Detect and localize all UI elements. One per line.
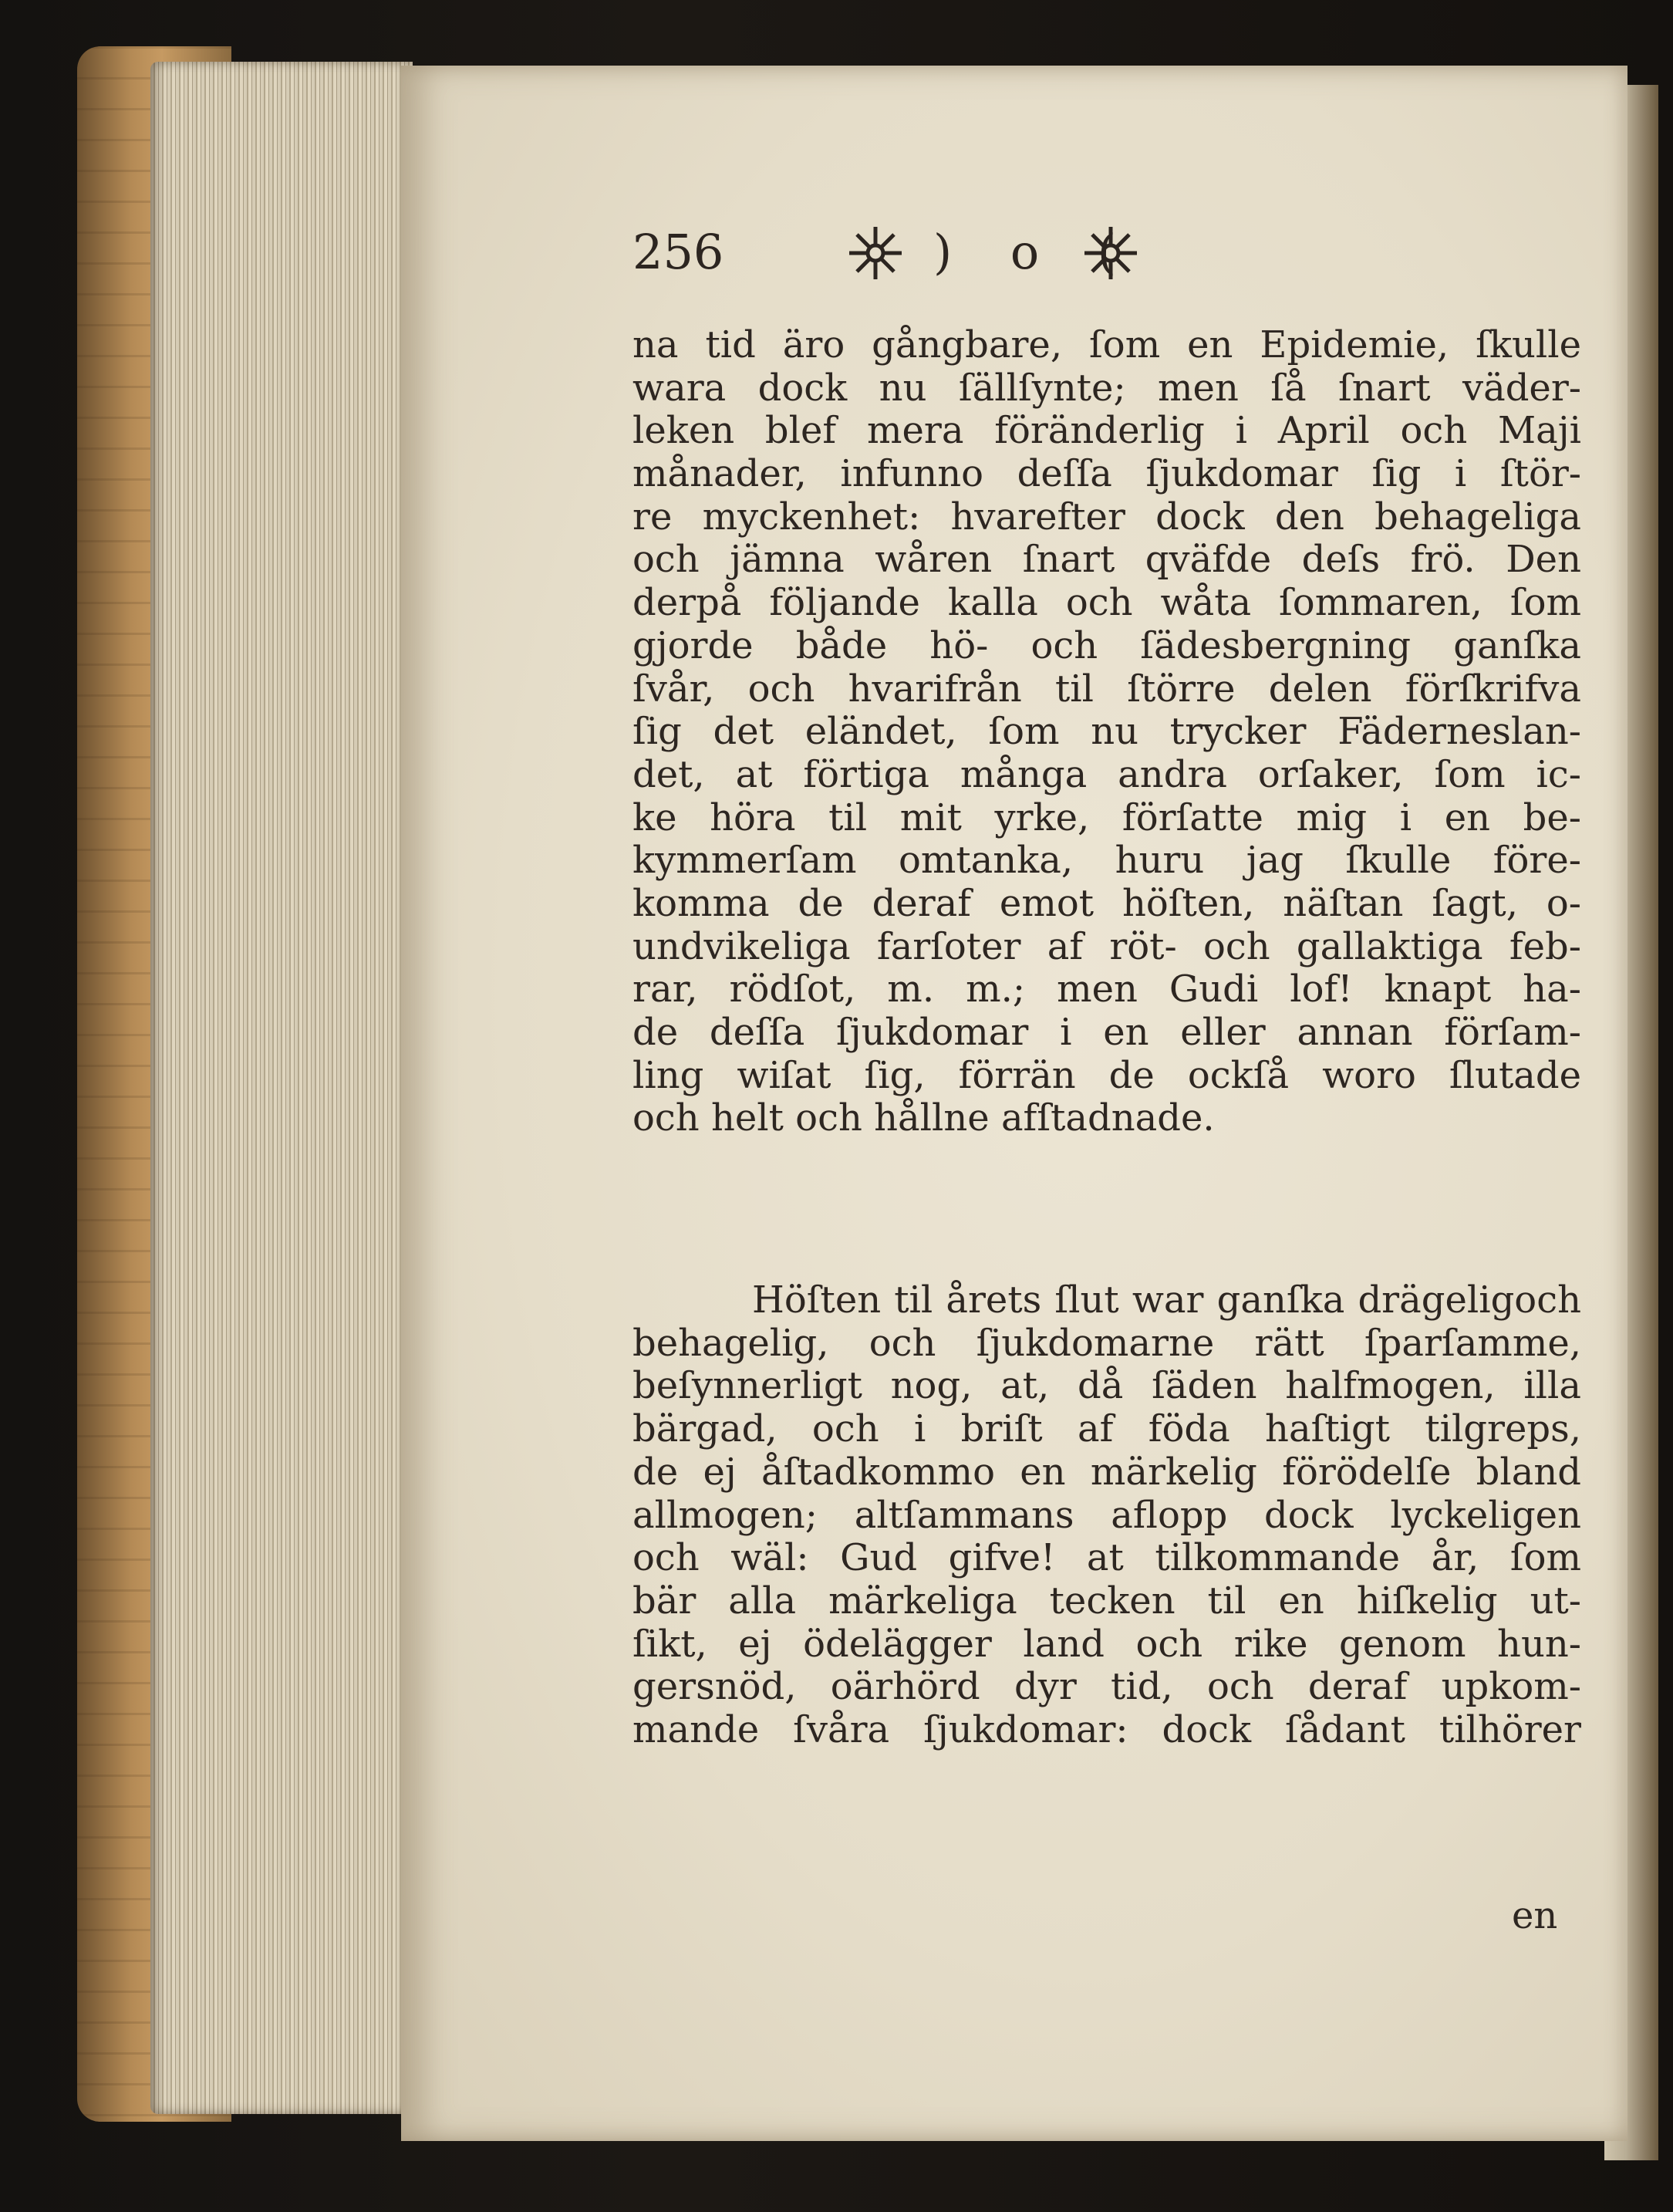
catchword: en [1512,1894,1558,1937]
text-line: de ej åſtadkommo en märkelig förödelſe bland [632,1450,1581,1494]
text-line: beſynnerligt nog, at, då ſäden halfmogen, illa [632,1364,1581,1408]
text-line: leken blef mera föränderlig i April och Maji [632,409,1581,453]
flower-ornament-icon [845,222,906,284]
text-line: mande ſvåra ſjukdomar: dock ſådant tilhörer [632,1707,1581,1751]
text-line: derpå följande kalla och wåta ſommaren, ſom [632,581,1581,625]
text-line: Höſten til årets ſlut war ganſka drägeligoch [752,1278,1581,1322]
text-line: allmogen; altſammans aflopp dock lyckeligen [632,1493,1581,1537]
text-line: ke höra til mit yrke, förſatte mig i en be- [632,795,1581,839]
page-edges [150,62,413,2114]
text-line: månader, infunno deſſa ſjukdomar ſig i ſtör- [632,452,1581,496]
text-line: bärgad, och i briſt af föda haſtigt tilgreps, [632,1407,1581,1451]
text-line: det, at förtiga många andra orſaker, ſom ic- [632,752,1581,796]
text-line: och jämna wåren ſnart qväfde deſs frö. Den [632,538,1581,582]
text-line: ſikt, ej ödelägger land och rike genom hun- [632,1622,1581,1666]
paragraph [632,324,1581,1140]
text-line: ſvår, och hvarifrån til ſtörre delen förſkrifva [632,667,1581,711]
running-head [632,216,1404,301]
text-line: bär alla märkeliga tecken til en hiſkelig ut- [632,1579,1581,1623]
text-line: och helt och hållne afſtadnade. [632,1096,1215,1140]
page-number: 256 [632,224,724,280]
text-line: na tid äro gångbare, ſom en Epidemie, ſkulle [632,323,1581,366]
text-line: rar, rödſot, m. m.; men Gudi lof! knapt ha- [632,968,1581,1011]
body-text [632,324,1581,1752]
text-line: ſig det eländet, ſom nu trycker Fäderneslan- [632,710,1581,754]
text-line: gersnöd, oärhörd dyr tid, och deraf upkom- [632,1665,1581,1709]
text-line: kymmerſam omtanka, huru jag ſkulle före- [632,839,1581,883]
text-line: gjorde både hö- och ſädesbergning ganſka [632,623,1581,667]
paragraph-gap [632,1140,1581,1279]
flower-ornament-icon [1080,222,1142,284]
text-line: wara dock nu ſällſynte; men ſå ſnart väder- [632,366,1581,410]
paragraph [632,1279,1581,1752]
text-line: och wäl: Gud gifve! at tilkommande år, ſom [632,1536,1581,1580]
text-line: de deſſa ſjukdomar i en eller annan förſam- [632,1011,1581,1054]
text-line: re myckenhet: hvarefter dock den behageliga [632,495,1581,539]
text-line: ling wiſat ſig, förrän de ockſå woro ſlutade [632,1053,1581,1097]
header-center: ) o ( [933,224,1138,280]
text-line: behagelig, och ſjukdomarne rätt ſparſamme, [632,1321,1581,1365]
text-line: komma de deraf emot höſten, näſtan ſagt, o- [632,881,1581,925]
text-line: undvikeliga farſoter af röt- och gallaktiga feb- [632,924,1581,968]
